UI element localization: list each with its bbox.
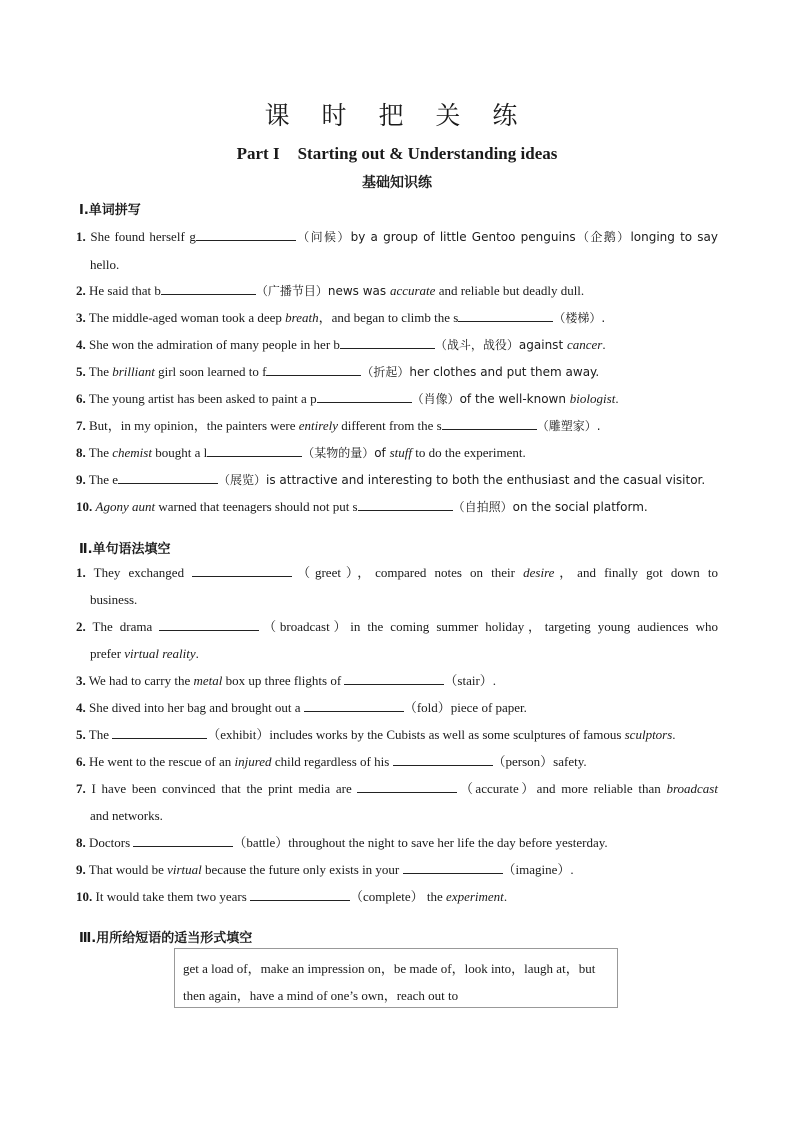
s1-item-7: 7. But，in my opinion，the painters were entirely different from the s （雕塑家）. [76, 418, 601, 433]
answer-blank[interactable] [196, 228, 296, 241]
s2-item-10: 10. It would take them two years （complete） the experiment. [76, 889, 508, 904]
part-number: Part I [236, 144, 280, 163]
section3-heading: Ⅲ.用所给短语的适当形式填空 [79, 931, 253, 946]
s2-item-2: 2. The drama （broadcast）in the coming summer holiday，targeting young audiences who prefer virtual reality. [76, 619, 718, 661]
answer-blank[interactable] [161, 282, 256, 295]
answer-blank[interactable] [357, 780, 457, 793]
s2-item-5: 5. The （exhibit）includes works by the Cubists as well as some sculptures of famous sculptors. [76, 727, 676, 742]
s2-item-8: 8. Doctors （battle）throughout the night to save her life the day before yesterday. [76, 835, 608, 850]
answer-blank[interactable] [266, 363, 361, 376]
answer-blank[interactable] [112, 726, 207, 739]
page-title: 课 时 把 关 练 [264, 101, 530, 130]
answer-blank[interactable] [250, 888, 350, 901]
s1-item-5: 5. The brilliant girl soon learned to f （折起）her clothes and put them away. [76, 364, 600, 379]
answer-blank[interactable] [159, 618, 259, 631]
answer-blank[interactable] [340, 336, 435, 349]
answer-blank[interactable] [192, 564, 292, 577]
phrase-line: then again，have a mind of one’s own，reach out to [183, 988, 459, 1003]
s1-item-8: 8. The chemist bought a l （某物的量）of stuff to do the experiment. [76, 445, 526, 460]
answer-blank[interactable] [458, 309, 553, 322]
s2-item-4: 4. She dived into her bag and brought out a （fold）piece of paper. [76, 700, 527, 715]
s1-item-1: 1. She found herself g （问候）by a group of little Gentoo penguins（企鹅）longing to say hello. [76, 229, 719, 272]
s2-item-1: 1. They exchanged （greet），compared notes on their desire，and finally got down to business. [76, 565, 719, 607]
s1-item-3: 3. The middle-aged woman took a deep breath，and began to climb the s （楼梯）. [76, 310, 606, 325]
s2-item-6: 6. He went to the rescue of an injured child regardless of his （person）safety. [76, 754, 587, 769]
answer-blank[interactable] [403, 861, 503, 874]
phrase-line: get a load of，make an impression on，be made of，look into，laugh at，but [183, 961, 596, 976]
s1-item-4: 4. She won the admiration of many people in her b （战斗，战役）against cancer. [76, 337, 606, 352]
section2-heading: Ⅱ.单句语法填空 [79, 542, 171, 557]
s2-item-7: 7. I have been convinced that the print media are （accurate）and more reliable than broadcast and networks. [76, 781, 718, 823]
s1-item-10: 10. Agony aunt warned that teenagers should not put s （自拍照）on the social platform. [76, 499, 648, 514]
exercise-type-heading: 基础知识练 [362, 175, 432, 191]
s2-item-9: 9. That would be virtual because the future only exists in your （imagine）. [76, 862, 574, 877]
part-heading [0, 144, 794, 164]
part-name: Starting out & Understanding ideas [297, 144, 558, 163]
answer-blank[interactable] [344, 672, 444, 685]
s1-item-9: 9. The e （展览）is attractive and interesting to both the enthusiast and the casual visitor. [76, 472, 706, 487]
answer-blank[interactable] [442, 417, 537, 430]
section1-heading: Ⅰ.单词拼写 [79, 203, 141, 218]
phrase-box [174, 948, 618, 1008]
answer-blank[interactable] [317, 390, 412, 403]
answer-blank[interactable] [207, 444, 302, 457]
s1-item-2: 2. He said that b （广播节目）news was accurate and reliable but deadly dull. [76, 283, 585, 298]
answer-blank[interactable] [358, 498, 453, 511]
answer-blank[interactable] [133, 834, 233, 847]
s1-item-6: 6. The young artist has been asked to paint a p （肖像）of the well-known biologist. [76, 391, 619, 406]
answer-blank[interactable] [304, 699, 404, 712]
s2-item-3: 3. We had to carry the metal box up three flights of （stair）. [76, 673, 497, 688]
answer-blank[interactable] [393, 753, 493, 766]
answer-blank[interactable] [118, 471, 218, 484]
